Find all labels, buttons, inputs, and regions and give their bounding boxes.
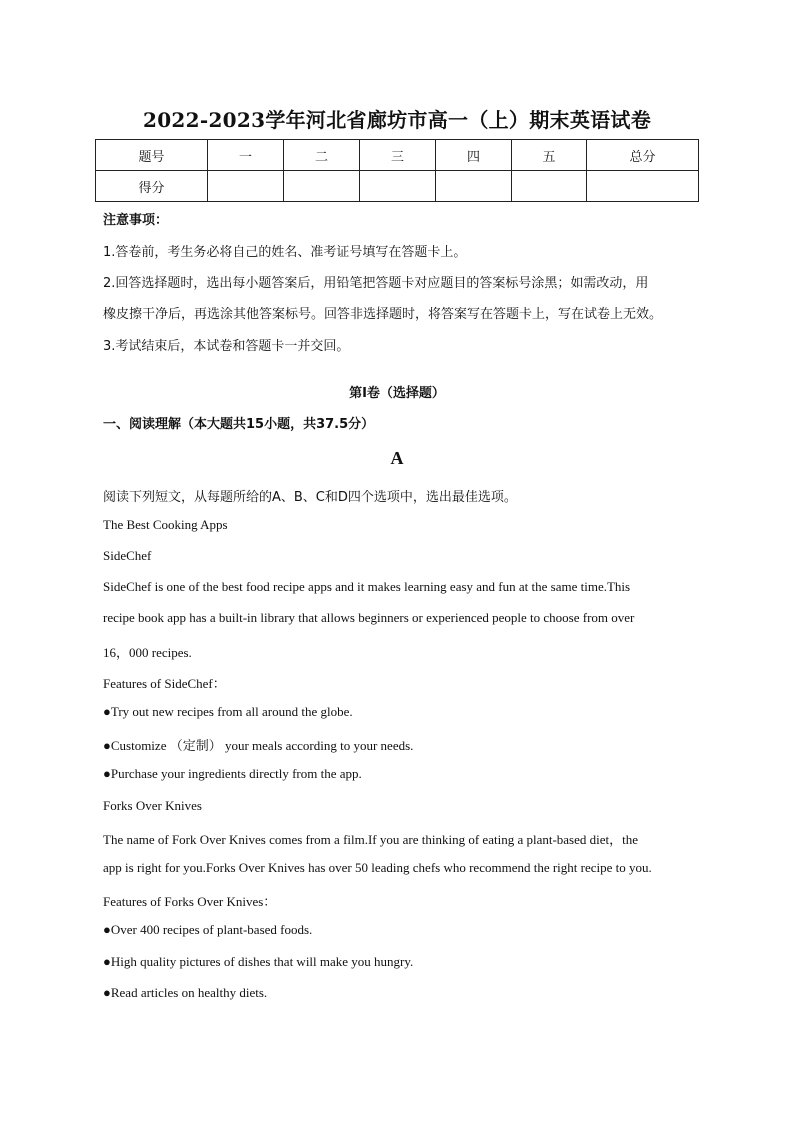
score-table-score-row <box>96 171 699 202</box>
exam-title: 2022-2023学年河北省廊坊市高一（上）期末英语试卷 <box>142 108 652 132</box>
app1-paragraph-line-2: recipe book app has a built-in library that allows beginners or experienced people to choose from over <box>103 610 635 625</box>
header-cell-part-5: 五 <box>512 140 587 171</box>
score-table-header-row <box>96 140 699 171</box>
passage-heading: The Best Cooking Apps <box>103 517 228 532</box>
app2-feature-1: ●Over 400 recipes of plant-based foods. <box>103 922 313 937</box>
app2-name: Forks Over Knives <box>103 798 202 813</box>
notice-heading: 注意事项： <box>103 213 169 228</box>
part-heading: 一、阅读理解（本大题共15小题，共37.5分） <box>103 417 375 432</box>
score-table <box>95 139 699 202</box>
app2-paragraph-line-1: The name of Fork Over Knives comes from a film.If you are thinking of eating a plant-based diet，the <box>103 832 639 847</box>
app2-features-title: Features of Forks Over Knives： <box>103 894 277 909</box>
score-cell-part-4[interactable] <box>436 171 512 202</box>
app1-paragraph-line-3: 16，000 recipes. <box>103 645 192 660</box>
volume-heading: 第I卷（选择题） <box>349 386 445 401</box>
notice-item-2-line-1: 2.回答选择题时，选出每小题答案后，用铅笔把答题卡对应题目的答案标号涂黑；如需改动，用 <box>103 276 649 291</box>
header-cell-question-number: 题号 <box>96 140 208 171</box>
app2-feature-2: ●High quality pictures of dishes that will make you hungry. <box>103 954 414 969</box>
score-cell-total[interactable] <box>587 171 699 202</box>
notice-item-1: 1.答卷前，考生务必将自己的姓名、准考证号填写在答题卡上。 <box>103 245 467 260</box>
header-cell-part-2: 二 <box>284 140 360 171</box>
passage-instruction: 阅读下列短文，从每题所给的A、B、C和D四个选项中，选出最佳选项。 <box>103 490 517 505</box>
app1-feature-2: ●Customize （定制） your meals according to your needs. <box>103 738 414 753</box>
score-cell-part-2[interactable] <box>284 171 360 202</box>
header-cell-part-3: 三 <box>360 140 436 171</box>
app1-paragraph-line-1: SideChef is one of the best food recipe apps and it makes learning easy and fun at the same time.This <box>103 579 631 594</box>
header-cell-part-4: 四 <box>436 140 512 171</box>
app1-feature-3: ●Purchase your ingredients directly from the app. <box>103 766 362 781</box>
score-cell-part-1[interactable] <box>208 171 284 202</box>
score-cell-part-5[interactable] <box>512 171 587 202</box>
app1-feature-1: ●Try out new recipes from all around the globe. <box>103 704 353 719</box>
score-cell-part-3[interactable] <box>360 171 436 202</box>
app1-features-title: Features of SideChef： <box>103 676 226 691</box>
notice-item-3: 3.考试结束后，本试卷和答题卡一并交回。 <box>103 339 350 354</box>
passage-letter: A <box>390 448 404 468</box>
app2-paragraph-line-2: app is right for you.Forks Over Knives has over 50 leading chefs who recommend the right recipe to you. <box>103 860 652 875</box>
score-row-label: 得分 <box>96 171 208 202</box>
app1-name: SideChef <box>103 548 152 563</box>
header-cell-part-1: 一 <box>208 140 284 171</box>
header-cell-total: 总分 <box>587 140 699 171</box>
app2-feature-3: ●Read articles on healthy diets. <box>103 985 268 1000</box>
notice-item-2-line-2: 橡皮擦干净后，再选涂其他答案标号。回答非选择题时，将答案写在答题卡上，写在试卷上无效。 <box>103 307 663 322</box>
